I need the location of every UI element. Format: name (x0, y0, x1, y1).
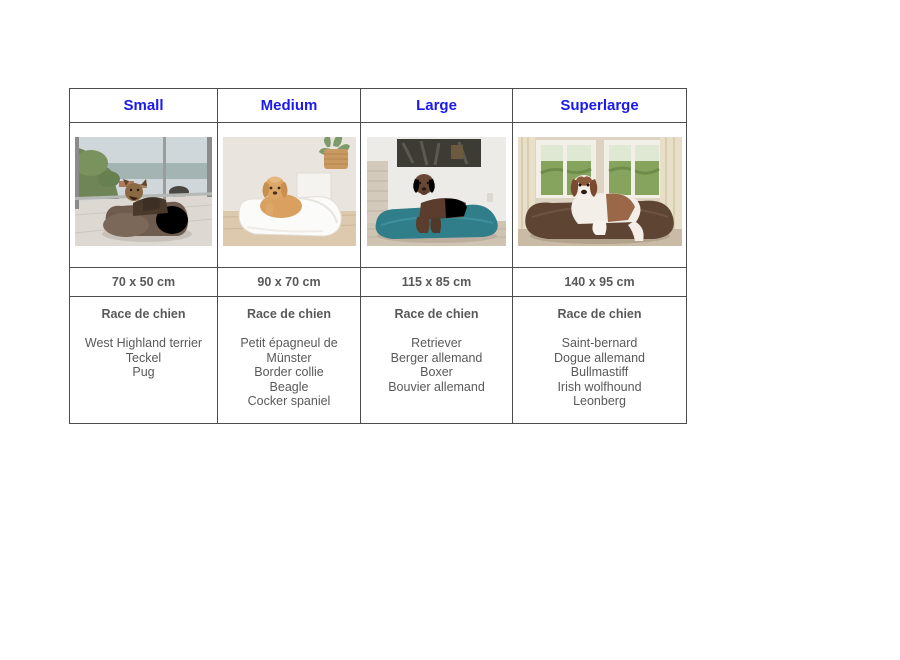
photo-cell-large (361, 123, 513, 268)
breed-item: Leonberg (573, 394, 626, 408)
breed-item: Bouvier allemand (388, 379, 485, 394)
size-medium: 90 x 70 cm (218, 268, 361, 297)
column-header-medium: Medium (218, 89, 361, 123)
size-superlarge: 140 x 95 cm (513, 268, 687, 297)
photo-cell-superlarge (513, 123, 687, 268)
breed-item: Beagle (269, 379, 309, 394)
photo-cell-medium (218, 123, 361, 268)
breed-item: Pug (132, 365, 155, 379)
breeds-list-small (70, 336, 217, 380)
breed-item: Boxer (420, 365, 453, 379)
breeds-cell-superlarge (513, 297, 687, 424)
size-small: 70 x 50 cm (70, 268, 218, 297)
medium-bed-photo (223, 137, 356, 246)
breeds-list-medium (218, 336, 360, 409)
photo-cell-small (70, 123, 218, 268)
breed-item: Petit épagneul de Münster (240, 336, 338, 365)
breed-item: Irish wolfhound (557, 379, 642, 394)
breed-item: Teckel (125, 350, 162, 365)
breeds-cell-medium (218, 297, 361, 424)
breed-item: Retriever (411, 336, 462, 350)
breeds-list-superlarge (513, 336, 686, 409)
breed-item: Cocker spaniel (247, 394, 331, 408)
breeds-list-large (361, 336, 512, 394)
breeds-cell-large (361, 297, 513, 424)
size-large: 115 x 85 cm (361, 268, 513, 297)
breeds-title: Race de chien (394, 307, 479, 321)
breed-item: Border collie (254, 365, 324, 379)
breed-item: Dogue allemand (553, 350, 646, 365)
column-header-superlarge: Superlarge (513, 89, 687, 123)
breed-item: Saint-bernard (561, 336, 638, 350)
breeds-title: Race de chien (246, 307, 332, 321)
column-header-large: Large (361, 89, 513, 123)
superlarge-bed-photo (518, 137, 682, 246)
breed-item: Bullmastiff (570, 365, 629, 379)
breeds-title: Race de chien (101, 307, 186, 321)
breeds-title: Race de chien (557, 307, 642, 321)
breeds-cell-small (70, 297, 218, 424)
dog-bed-size-table (69, 88, 687, 424)
column-header-small: Small (70, 89, 218, 123)
small-bed-photo (75, 137, 212, 246)
breed-item: Berger allemand (390, 350, 483, 365)
breed-item: West Highland terrier (84, 336, 203, 350)
large-bed-photo (367, 137, 506, 246)
